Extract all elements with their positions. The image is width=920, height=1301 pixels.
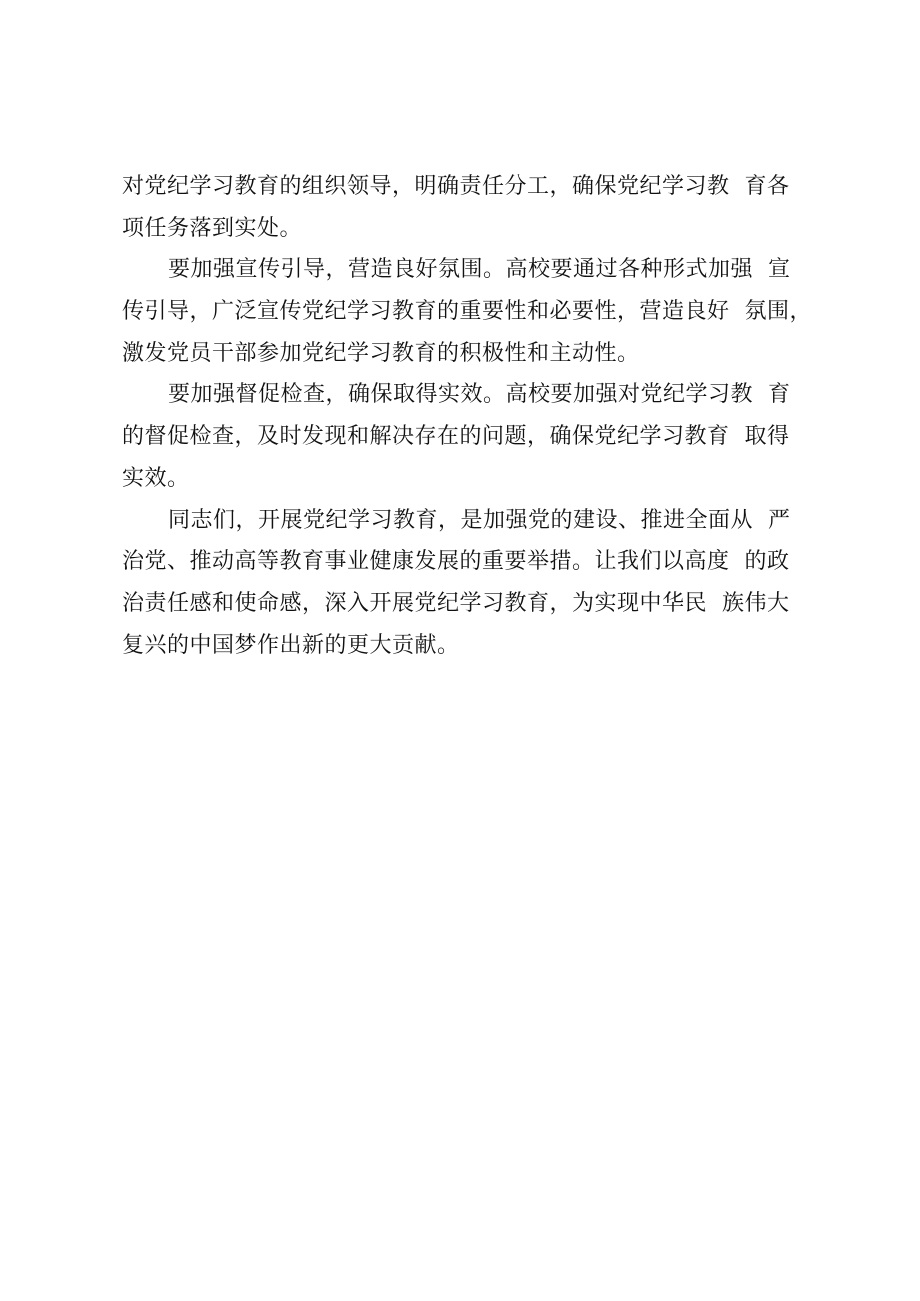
- text-line: 激发党员干部参加党纪学习教育的积极性和主动性。: [122, 340, 640, 366]
- text-line: 实效。: [122, 465, 190, 491]
- text-line: 对党纪学习教育的组织领导，明确责任分工，确保党纪学习教 育各: [122, 174, 790, 199]
- paragraph-first-line: 同志们，开展党纪学习教育，是加强党的建设、推进全面从 严: [168, 507, 791, 533]
- text-line: 复兴的中国梦作出新的更大贡献。: [122, 632, 460, 658]
- text-line: 治党、推动高等教育事业健康发展的重要举措。让我们以高度 的政: [122, 549, 790, 575]
- text-line: 治责任感和使命感，深入开展党纪学习教育，为实现中华民 族伟大: [122, 590, 790, 616]
- text-line: 传引导，广泛宣传党纪学习教育的重要性和必要性，营造良好 氛围，: [122, 299, 812, 325]
- document-body: [122, 166, 812, 666]
- text-line: 项任务落到实处。: [122, 215, 303, 241]
- paragraph-first-line: 要加强督促检查，确保取得实效。高校要加强对党纪学习教 育: [168, 382, 791, 408]
- text-line: 的督促检查，及时发现和解决存在的问题，确保党纪学习教育 取得: [122, 424, 790, 450]
- paragraph-first-line: 要加强宣传引导，营造良好氛围。高校要通过各种形式加强 宣: [168, 257, 791, 283]
